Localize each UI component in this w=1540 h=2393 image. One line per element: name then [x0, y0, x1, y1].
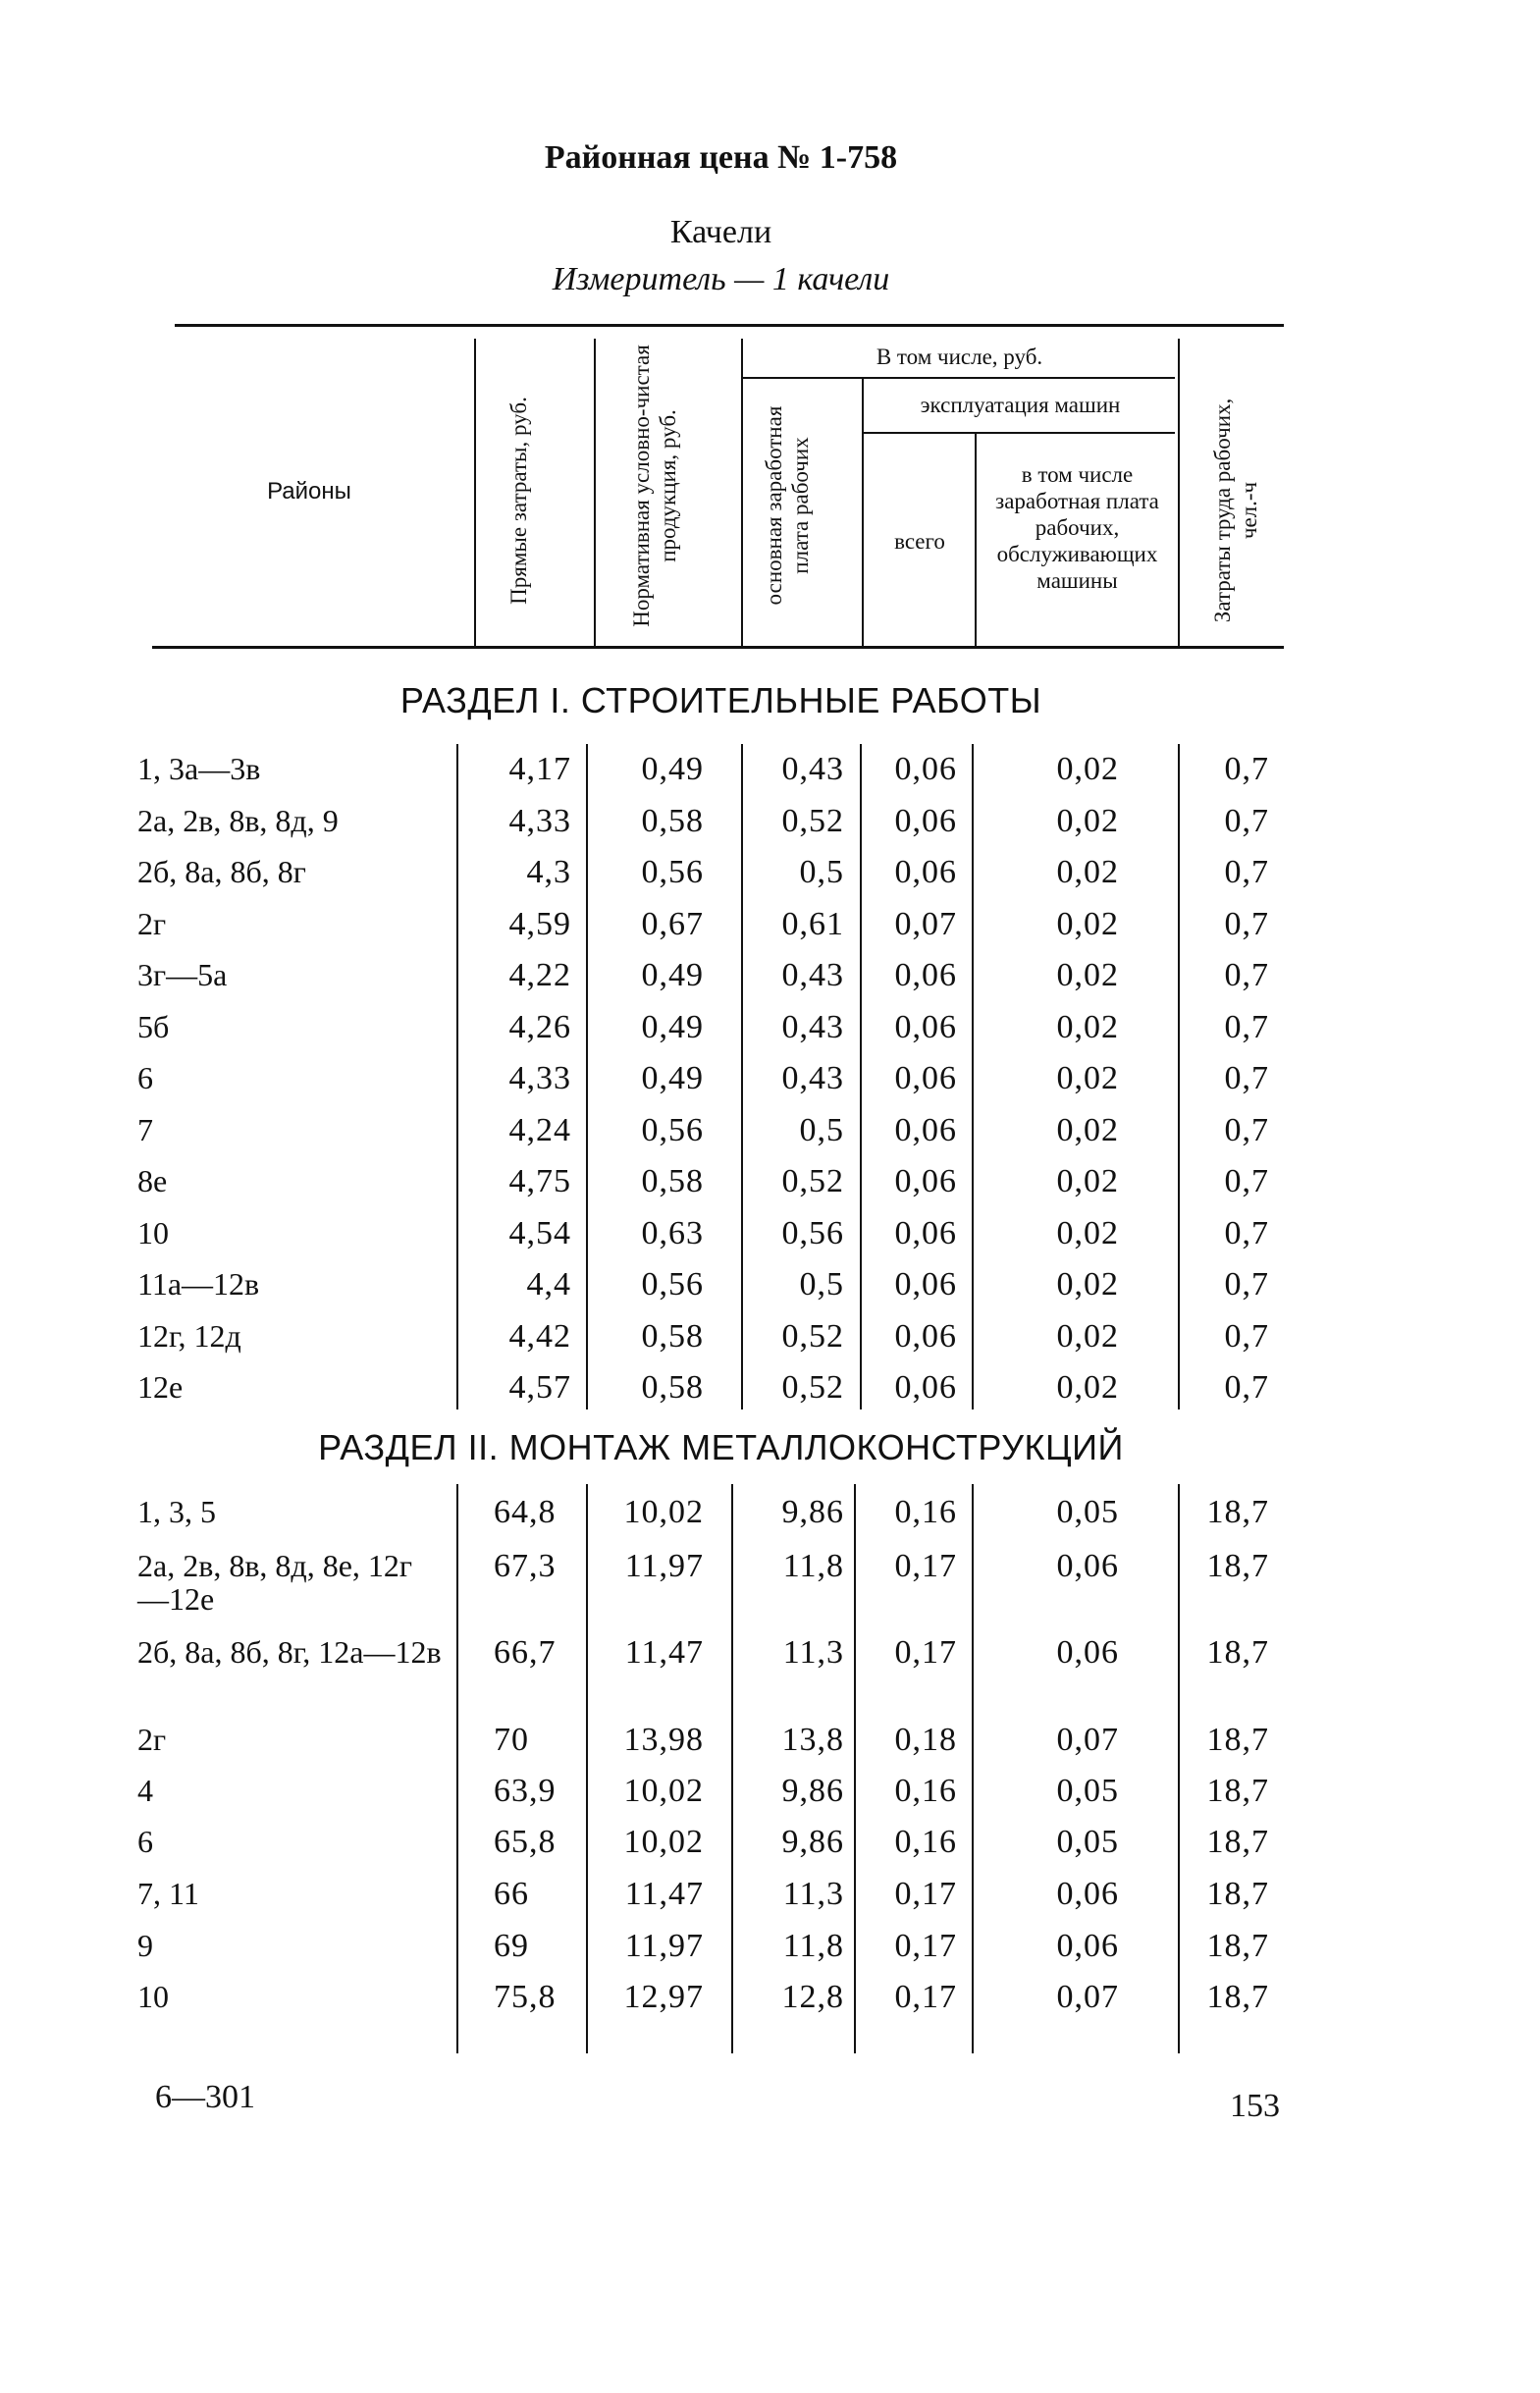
region-cell: 2б, 8а, 8б, 8г	[137, 854, 306, 889]
normative-cell: 0,49	[641, 1008, 704, 1045]
labor-cell: 18,7	[1206, 1979, 1269, 2015]
machine-total-cell: 0,06	[894, 957, 957, 993]
base-wage-cell: 0,52	[781, 802, 844, 839]
normative-cell: 10,02	[623, 1824, 704, 1860]
direct-cost-cell: 4,17	[508, 751, 571, 787]
normative-cell: 0,56	[641, 1266, 704, 1303]
header-top-rule	[175, 324, 1284, 327]
machine-wage-cell: 0,06	[1056, 1928, 1119, 1964]
section-2-title: РАЗДЕЛ II. МОНТАЖ МЕТАЛЛОКОНСТРУКЦИЙ	[318, 1427, 1124, 1467]
direct-cost-cell: 67,3	[494, 1548, 557, 1584]
labor-cell: 0,7	[1224, 1317, 1269, 1355]
direct-cost-cell: 4,42	[508, 1317, 571, 1355]
machine-total-cell: 0,07	[894, 905, 957, 942]
machine-total-cell: 0,16	[894, 1773, 957, 1809]
header-divider	[594, 339, 596, 646]
machine-total-cell: 0,06	[894, 751, 957, 787]
labor-cell: 18,7	[1206, 1634, 1269, 1671]
direct-cost-cell: 4,33	[508, 802, 571, 839]
labor-cell: 18,7	[1206, 1876, 1269, 1912]
machine-wage-cell: 0,02	[1056, 802, 1119, 839]
machine-total-cell: 0,16	[894, 1494, 957, 1530]
col-labor-header: Затраты труда рабочих, чел.-ч	[1210, 398, 1261, 623]
base-wage-cell: 0,52	[781, 1369, 844, 1406]
machine-wage-cell: 0,02	[1056, 957, 1119, 993]
col-machine-wage-header: в том числе заработная плата рабочих, обслуживающих машины	[995, 462, 1159, 593]
machine-total-cell: 0,17	[894, 1876, 957, 1912]
direct-cost-cell: 70	[494, 1722, 529, 1758]
direct-cost-cell: 4,75	[508, 1163, 571, 1199]
col-total-header: всего	[894, 529, 945, 554]
region-cell: 6	[137, 1060, 153, 1095]
machine-wage-cell: 0,05	[1056, 1494, 1119, 1530]
region-cell: 1, 3, 5	[137, 1494, 216, 1529]
machine-wage-cell: 0,02	[1056, 1266, 1119, 1303]
machine-wage-cell: 0,02	[1056, 1369, 1119, 1406]
machine-total-cell: 0,06	[894, 1060, 957, 1096]
labor-cell: 0,7	[1224, 1111, 1269, 1148]
labor-cell: 0,7	[1224, 957, 1269, 993]
labor-cell: 0,7	[1224, 1266, 1269, 1303]
region-cell: 11а—12в	[137, 1266, 260, 1302]
including-rule	[741, 377, 1175, 379]
base-wage-cell: 0,61	[781, 905, 844, 942]
normative-cell: 0,63	[641, 1214, 704, 1251]
base-wage-cell: 0,43	[781, 751, 844, 787]
normative-cell: 13,98	[623, 1722, 704, 1758]
direct-cost-cell: 66,7	[494, 1634, 557, 1671]
header-divider	[741, 339, 743, 646]
normative-cell: 0,58	[641, 1317, 704, 1355]
region-cell: 10	[137, 1214, 169, 1250]
labor-cell: 18,7	[1206, 1824, 1269, 1860]
base-wage-cell: 11,3	[782, 1876, 844, 1912]
base-wage-cell: 9,86	[781, 1494, 844, 1530]
col-base-wage-header: основная заработная плата рабочих	[762, 405, 813, 606]
table-divider	[972, 744, 974, 1409]
base-wage-cell: 11,8	[782, 1548, 844, 1584]
table-divider	[1178, 1484, 1180, 2053]
normative-cell: 0,58	[641, 802, 704, 839]
page-number: 153	[1230, 2088, 1280, 2124]
direct-cost-cell: 4,24	[508, 1111, 571, 1148]
table-divider	[854, 1484, 856, 2053]
machine-wage-cell: 0,02	[1056, 1111, 1119, 1148]
region-cell: 2а, 2в, 8в, 8д, 8е, 12г—12е	[137, 1548, 413, 1617]
machine-wage-cell: 0,02	[1056, 905, 1119, 942]
base-wage-cell: 11,8	[782, 1928, 844, 1964]
machine-total-cell: 0,17	[894, 1928, 957, 1964]
col-direct-header: Прямые затраты, руб.	[506, 397, 531, 605]
region-cell: 2б, 8а, 8б, 8г, 12а—12в	[137, 1634, 442, 1670]
region-cell: 10	[137, 1979, 169, 2014]
labor-cell: 0,7	[1224, 1060, 1269, 1096]
labor-cell: 0,7	[1224, 1214, 1269, 1251]
normative-cell: 10,02	[623, 1494, 704, 1530]
header-bottom-rule	[152, 646, 1284, 649]
header-divider	[862, 379, 864, 646]
base-wage-cell: 0,43	[781, 957, 844, 993]
normative-cell: 0,56	[641, 1111, 704, 1148]
base-wage-cell: 0,43	[781, 1060, 844, 1096]
machine-total-cell: 0,06	[894, 1266, 957, 1303]
base-wage-cell: 13,8	[781, 1722, 844, 1758]
normative-cell: 10,02	[623, 1773, 704, 1809]
direct-cost-cell: 69	[494, 1928, 529, 1964]
normative-cell: 0,67	[641, 905, 704, 942]
labor-cell: 0,7	[1224, 905, 1269, 942]
labor-cell: 18,7	[1206, 1494, 1269, 1530]
machine-total-cell: 0,17	[894, 1548, 957, 1584]
table-divider	[456, 1484, 458, 2053]
base-wage-cell: 11,3	[782, 1634, 844, 1671]
region-cell: 7, 11	[137, 1876, 199, 1911]
labor-cell: 0,7	[1224, 802, 1269, 839]
base-wage-cell: 9,86	[781, 1824, 844, 1860]
machine-wage-cell: 0,02	[1056, 1008, 1119, 1045]
labor-cell: 18,7	[1206, 1548, 1269, 1584]
machine-wage-cell: 0,05	[1056, 1773, 1119, 1809]
normative-cell: 11,47	[624, 1876, 704, 1912]
region-cell: 2а, 2в, 8в, 8д, 9	[137, 802, 339, 838]
base-wage-cell: 0,52	[781, 1317, 844, 1355]
labor-cell: 18,7	[1206, 1722, 1269, 1758]
machine-wage-cell: 0,02	[1056, 1317, 1119, 1355]
table-divider	[456, 744, 458, 1409]
base-wage-cell: 0,5	[799, 1111, 844, 1148]
base-wage-cell: 0,43	[781, 1008, 844, 1045]
machine-total-cell: 0,18	[894, 1722, 957, 1758]
base-wage-cell: 0,56	[781, 1214, 844, 1251]
region-cell: 6	[137, 1824, 153, 1859]
base-wage-cell: 0,5	[799, 854, 844, 890]
table-divider	[731, 1484, 733, 2053]
normative-cell: 0,49	[641, 1060, 704, 1096]
base-wage-cell: 9,86	[781, 1773, 844, 1809]
machine-total-cell: 0,06	[894, 1317, 957, 1355]
direct-cost-cell: 4,54	[508, 1214, 571, 1251]
region-cell: 2г	[137, 905, 167, 941]
machine-wage-cell: 0,02	[1056, 854, 1119, 890]
region-cell: 7	[137, 1111, 153, 1147]
direct-cost-cell: 75,8	[494, 1979, 557, 2015]
region-cell: 5б	[137, 1008, 170, 1044]
item-name: Качели	[669, 214, 772, 250]
region-cell: 12е	[137, 1369, 184, 1405]
machine-wage-cell: 0,02	[1056, 1163, 1119, 1199]
region-cell: 2г	[137, 1722, 167, 1757]
table-divider	[586, 1484, 588, 2053]
machine-total-cell: 0,06	[894, 1008, 957, 1045]
normative-cell: 0,58	[641, 1369, 704, 1406]
machine-wage-cell: 0,07	[1056, 1722, 1119, 1758]
machine-rule	[862, 432, 1175, 434]
base-wage-cell: 12,8	[781, 1979, 844, 2015]
table-divider	[586, 744, 588, 1409]
machine-wage-cell: 0,02	[1056, 751, 1119, 787]
machine-total-cell: 0,06	[894, 802, 957, 839]
page-title: Районная цена № 1-758	[544, 139, 898, 176]
col-machine-ops-header: эксплуатация машин	[920, 393, 1121, 417]
machine-total-cell: 0,06	[894, 1163, 957, 1199]
labor-cell: 0,7	[1224, 1163, 1269, 1199]
machine-wage-cell: 0,05	[1056, 1824, 1119, 1860]
direct-cost-cell: 4,33	[508, 1060, 571, 1096]
normative-cell: 0,56	[641, 854, 704, 890]
col-regions-header: Районы	[267, 478, 351, 505]
machine-total-cell: 0,06	[894, 1369, 957, 1406]
machine-wage-cell: 0,06	[1056, 1634, 1119, 1671]
header-divider	[975, 434, 977, 646]
normative-cell: 0,58	[641, 1163, 704, 1199]
normative-cell: 11,97	[624, 1928, 704, 1964]
direct-cost-cell: 4,4	[526, 1266, 571, 1303]
base-wage-cell: 0,5	[799, 1266, 844, 1303]
direct-cost-cell: 4,22	[508, 957, 571, 993]
labor-cell: 0,7	[1224, 1008, 1269, 1045]
normative-cell: 0,49	[641, 751, 704, 787]
machine-total-cell: 0,17	[894, 1634, 957, 1671]
region-cell: 8е	[137, 1163, 168, 1198]
normative-cell: 11,47	[624, 1634, 704, 1671]
machine-wage-cell: 0,02	[1056, 1214, 1119, 1251]
col-normative-header: Нормативная условно-чистая продукция, руб.	[629, 345, 680, 627]
machine-wage-cell: 0,06	[1056, 1548, 1119, 1584]
region-cell: 4	[137, 1773, 153, 1808]
direct-cost-cell: 65,8	[494, 1824, 557, 1860]
machine-wage-cell: 0,06	[1056, 1876, 1119, 1912]
direct-cost-cell: 4,59	[508, 905, 571, 942]
region-cell: 12г, 12д	[137, 1317, 241, 1354]
measure-unit: Измеритель — 1 качели	[552, 261, 890, 297]
machine-total-cell: 0,06	[894, 854, 957, 890]
table-divider	[741, 744, 743, 1409]
footer-code: 6—301	[155, 2079, 255, 2115]
machine-wage-cell: 0,07	[1056, 1979, 1119, 2015]
header-divider	[1178, 339, 1180, 646]
col-including-header: В том числе, руб.	[876, 345, 1043, 369]
labor-cell: 18,7	[1206, 1773, 1269, 1809]
section-1-title: РАЗДЕЛ I. СТРОИТЕЛЬНЫЕ РАБОТЫ	[399, 680, 1042, 720]
region-cell: 1, 3а—3в	[137, 751, 261, 786]
normative-cell: 0,49	[641, 957, 704, 993]
direct-cost-cell: 4,26	[508, 1008, 571, 1045]
normative-cell: 11,97	[624, 1548, 704, 1584]
table-divider	[860, 744, 862, 1409]
region-cell: 3г—5а	[137, 957, 228, 992]
direct-cost-cell: 66	[494, 1876, 529, 1912]
labor-cell: 0,7	[1224, 1369, 1269, 1406]
labor-cell: 0,7	[1224, 751, 1269, 787]
direct-cost-cell: 4,3	[526, 854, 571, 890]
table-divider	[1178, 744, 1180, 1409]
header-divider	[474, 339, 476, 646]
base-wage-cell: 0,52	[781, 1163, 844, 1199]
direct-cost-cell: 64,8	[494, 1494, 557, 1530]
direct-cost-cell: 63,9	[494, 1773, 557, 1809]
machine-total-cell: 0,06	[894, 1214, 957, 1251]
labor-cell: 0,7	[1224, 854, 1269, 890]
table-divider	[972, 1484, 974, 2053]
labor-cell: 18,7	[1206, 1928, 1269, 1964]
machine-total-cell: 0,16	[894, 1824, 957, 1860]
machine-wage-cell: 0,02	[1056, 1060, 1119, 1096]
direct-cost-cell: 4,57	[508, 1369, 571, 1406]
machine-total-cell: 0,17	[894, 1979, 957, 2015]
normative-cell: 12,97	[623, 1979, 704, 2015]
machine-total-cell: 0,06	[894, 1111, 957, 1148]
region-cell: 9	[137, 1928, 153, 1963]
